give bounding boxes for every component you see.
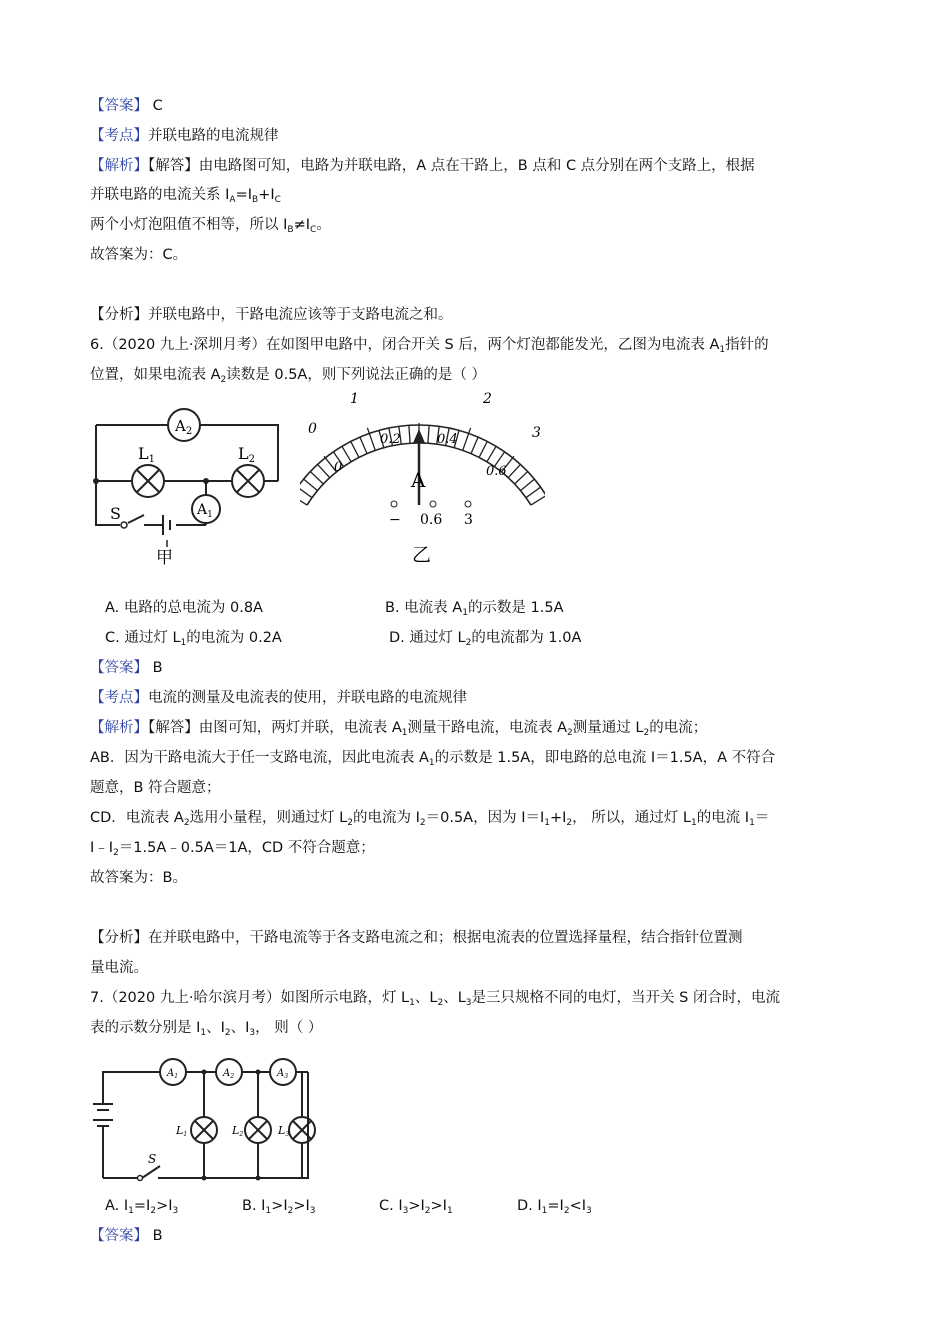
q6-stem-line2: 位置，如果电流表 $A_2$读数是 0.5A，则下列说法正确的是（ ）	[90, 367, 486, 385]
q7-l2-label: L2	[232, 1124, 244, 1138]
q6-analysis-line2: AB．因为干路电流大于任一支路电流，因此电流表 $A_1$的示数是 1.5A，即电路的总电流 I＝1.5A，A 不符合	[90, 750, 776, 768]
q6-analysis-line6: 故答案为：B。	[90, 870, 187, 886]
switch-label: S	[110, 504, 121, 523]
dial-top-0: 0	[308, 421, 317, 437]
q7-answer-line: 【答案】 B	[90, 1228, 163, 1244]
dial-bottom-02: 0.2	[380, 432, 401, 447]
a1-label: $A_1$	[197, 502, 213, 520]
circuit-diagram-q7	[90, 1048, 325, 1188]
q7-a2-label: $A_2$	[223, 1068, 235, 1080]
q5-analysis-line2: 并联电路的电流关系 $I_A=I_B+I_C$	[90, 187, 281, 205]
l2-label: L2	[238, 444, 255, 465]
dial-bottom-0: 0	[334, 460, 343, 475]
q6-option-d[interactable]: D. 通过灯 $L_2$的电流都为 1.0A	[389, 630, 582, 648]
dial-bottom-06: 0.6	[486, 464, 507, 479]
q5-answer-line: 【答案】 C	[90, 98, 163, 114]
q6-stem-line1: 6.（2020 九上·深圳月考）在如图甲电路中，闭合开关 S 后，两个灯泡都能发光，乙图为电流表 $A_1$指针的	[90, 337, 769, 355]
q6-option-b[interactable]: B. 电流表 $A_1$的示数是 1.5A	[385, 600, 564, 618]
q6-option-c[interactable]: C. 通过灯 $L_1$的电流为 0.2A	[105, 630, 282, 648]
dial-tick	[521, 479, 535, 491]
dial-tick	[342, 446, 351, 461]
dial-tick	[310, 472, 323, 484]
dial-tick	[471, 437, 478, 454]
fig-yi-label: 乙	[412, 544, 432, 566]
a2-label: $A_2$	[175, 417, 193, 437]
terminal-3: 3	[464, 512, 473, 528]
dial-tick	[304, 479, 318, 491]
q5-hint: 【分析】并联电路中，干路电流应该等于支路电流之和。	[90, 307, 453, 323]
circuit-diagram-jia	[88, 395, 298, 575]
q6-hint-line2: 量电流。	[90, 960, 148, 976]
dial-tick	[351, 441, 359, 457]
q7-option-c[interactable]: C. $I_3>I_2>I_1$	[379, 1198, 453, 1216]
q5-analysis-line4: 故答案为：C。	[90, 247, 188, 263]
dial-tick	[360, 437, 367, 454]
dial-top-1: 1	[350, 391, 359, 407]
l1-label: L1	[138, 444, 155, 465]
q5-point-line: 【考点】并联电路的电流规律	[90, 128, 279, 144]
dial-tick	[508, 464, 520, 477]
q6-analysis-line1: 【解析】【解答】由图可知，两灯并联，电流表 $A_1$测量干路电流，电流表 $A_2$测量通过 $L_2$的电流；	[90, 720, 708, 738]
q6-option-a[interactable]: A. 电路的总电流为 0.8A	[105, 600, 263, 616]
q7-a3-label: $A_3$	[277, 1068, 289, 1080]
dial-tick	[428, 425, 429, 443]
q7-l1-label: L1	[176, 1124, 188, 1138]
q6-answer-line: 【答案】 B	[90, 660, 163, 676]
dial-tick	[479, 441, 487, 457]
terminal-minus: −	[389, 512, 401, 528]
terminal-06: 0.6	[420, 512, 443, 528]
dial-top-3: 3	[532, 425, 541, 441]
dial-tick	[409, 425, 410, 443]
q5-analysis-line1: 【解析】【解答】由电路图可知，电路为并联电路，A 点在干路上，B 点和 C 点分别在两个支路上，根据	[90, 158, 755, 174]
q7-option-b[interactable]: B. $I_1>I_2>I_3$	[242, 1198, 316, 1216]
q5-analysis-line3: 两个小灯泡阻值不相等，所以 $I_B\ne I_C$。	[90, 217, 331, 235]
dial-tick	[531, 492, 545, 505]
ammeter-dial-yi	[300, 385, 545, 570]
q7-stem-line2: 表的示数分别是 $I_1$、$I_2$、$I_3$， 则（ ）	[90, 1020, 323, 1038]
dial-top-2: 2	[483, 391, 492, 407]
q7-option-d[interactable]: D. $I_1=I_2<I_3$	[517, 1198, 592, 1216]
fig-jia-label: 甲	[156, 548, 173, 568]
q7-option-a[interactable]: A. $I_1=I_2>I_3$	[105, 1198, 179, 1216]
dial-tick	[526, 487, 541, 498]
dial-tick	[515, 472, 528, 484]
dial-bottom-04: 0.4	[437, 432, 458, 447]
ammeter-A-label: A	[411, 468, 426, 492]
q7-stem-line1: 7.（2020 九上·哈尔滨月考）如图所示电路，灯 $L_1$、$L_2$、$L_3$是三只规格不同的电灯，当开关 S 闭合时，电流	[90, 990, 780, 1008]
dial-tick	[300, 487, 312, 498]
q7-l3-label: L3	[278, 1124, 290, 1138]
dial-tick	[300, 492, 307, 505]
q7-a1-label: $A_1$	[167, 1068, 179, 1080]
dial-tick	[318, 464, 330, 477]
q6-analysis-line5: $I﹣I_2=1.5A﹣0.5A=1A$，CD 不符合题意；	[90, 840, 375, 858]
q6-analysis-line4: CD．电流表 $A_2$选用小量程，则通过灯 $L_2$的电流为 $I_2=0.5A$，因为 $I=I_1+I_2$， 所以，通过灯 $L_1$的电流 $I_1=$	[90, 810, 770, 828]
dial-tick	[487, 446, 496, 461]
q6-point-line: 【考点】电流的测量及电流表的使用，并联电路的电流规律	[90, 690, 467, 706]
q7-switch-label: S	[148, 1152, 157, 1166]
q6-hint-line1: 【分析】在并联电路中，干路电流等于各支路电流之和；根据电流表的位置选择量程，结合指针位置测	[90, 930, 743, 946]
q6-analysis-line3: 题意，B 符合题意；	[90, 780, 221, 796]
